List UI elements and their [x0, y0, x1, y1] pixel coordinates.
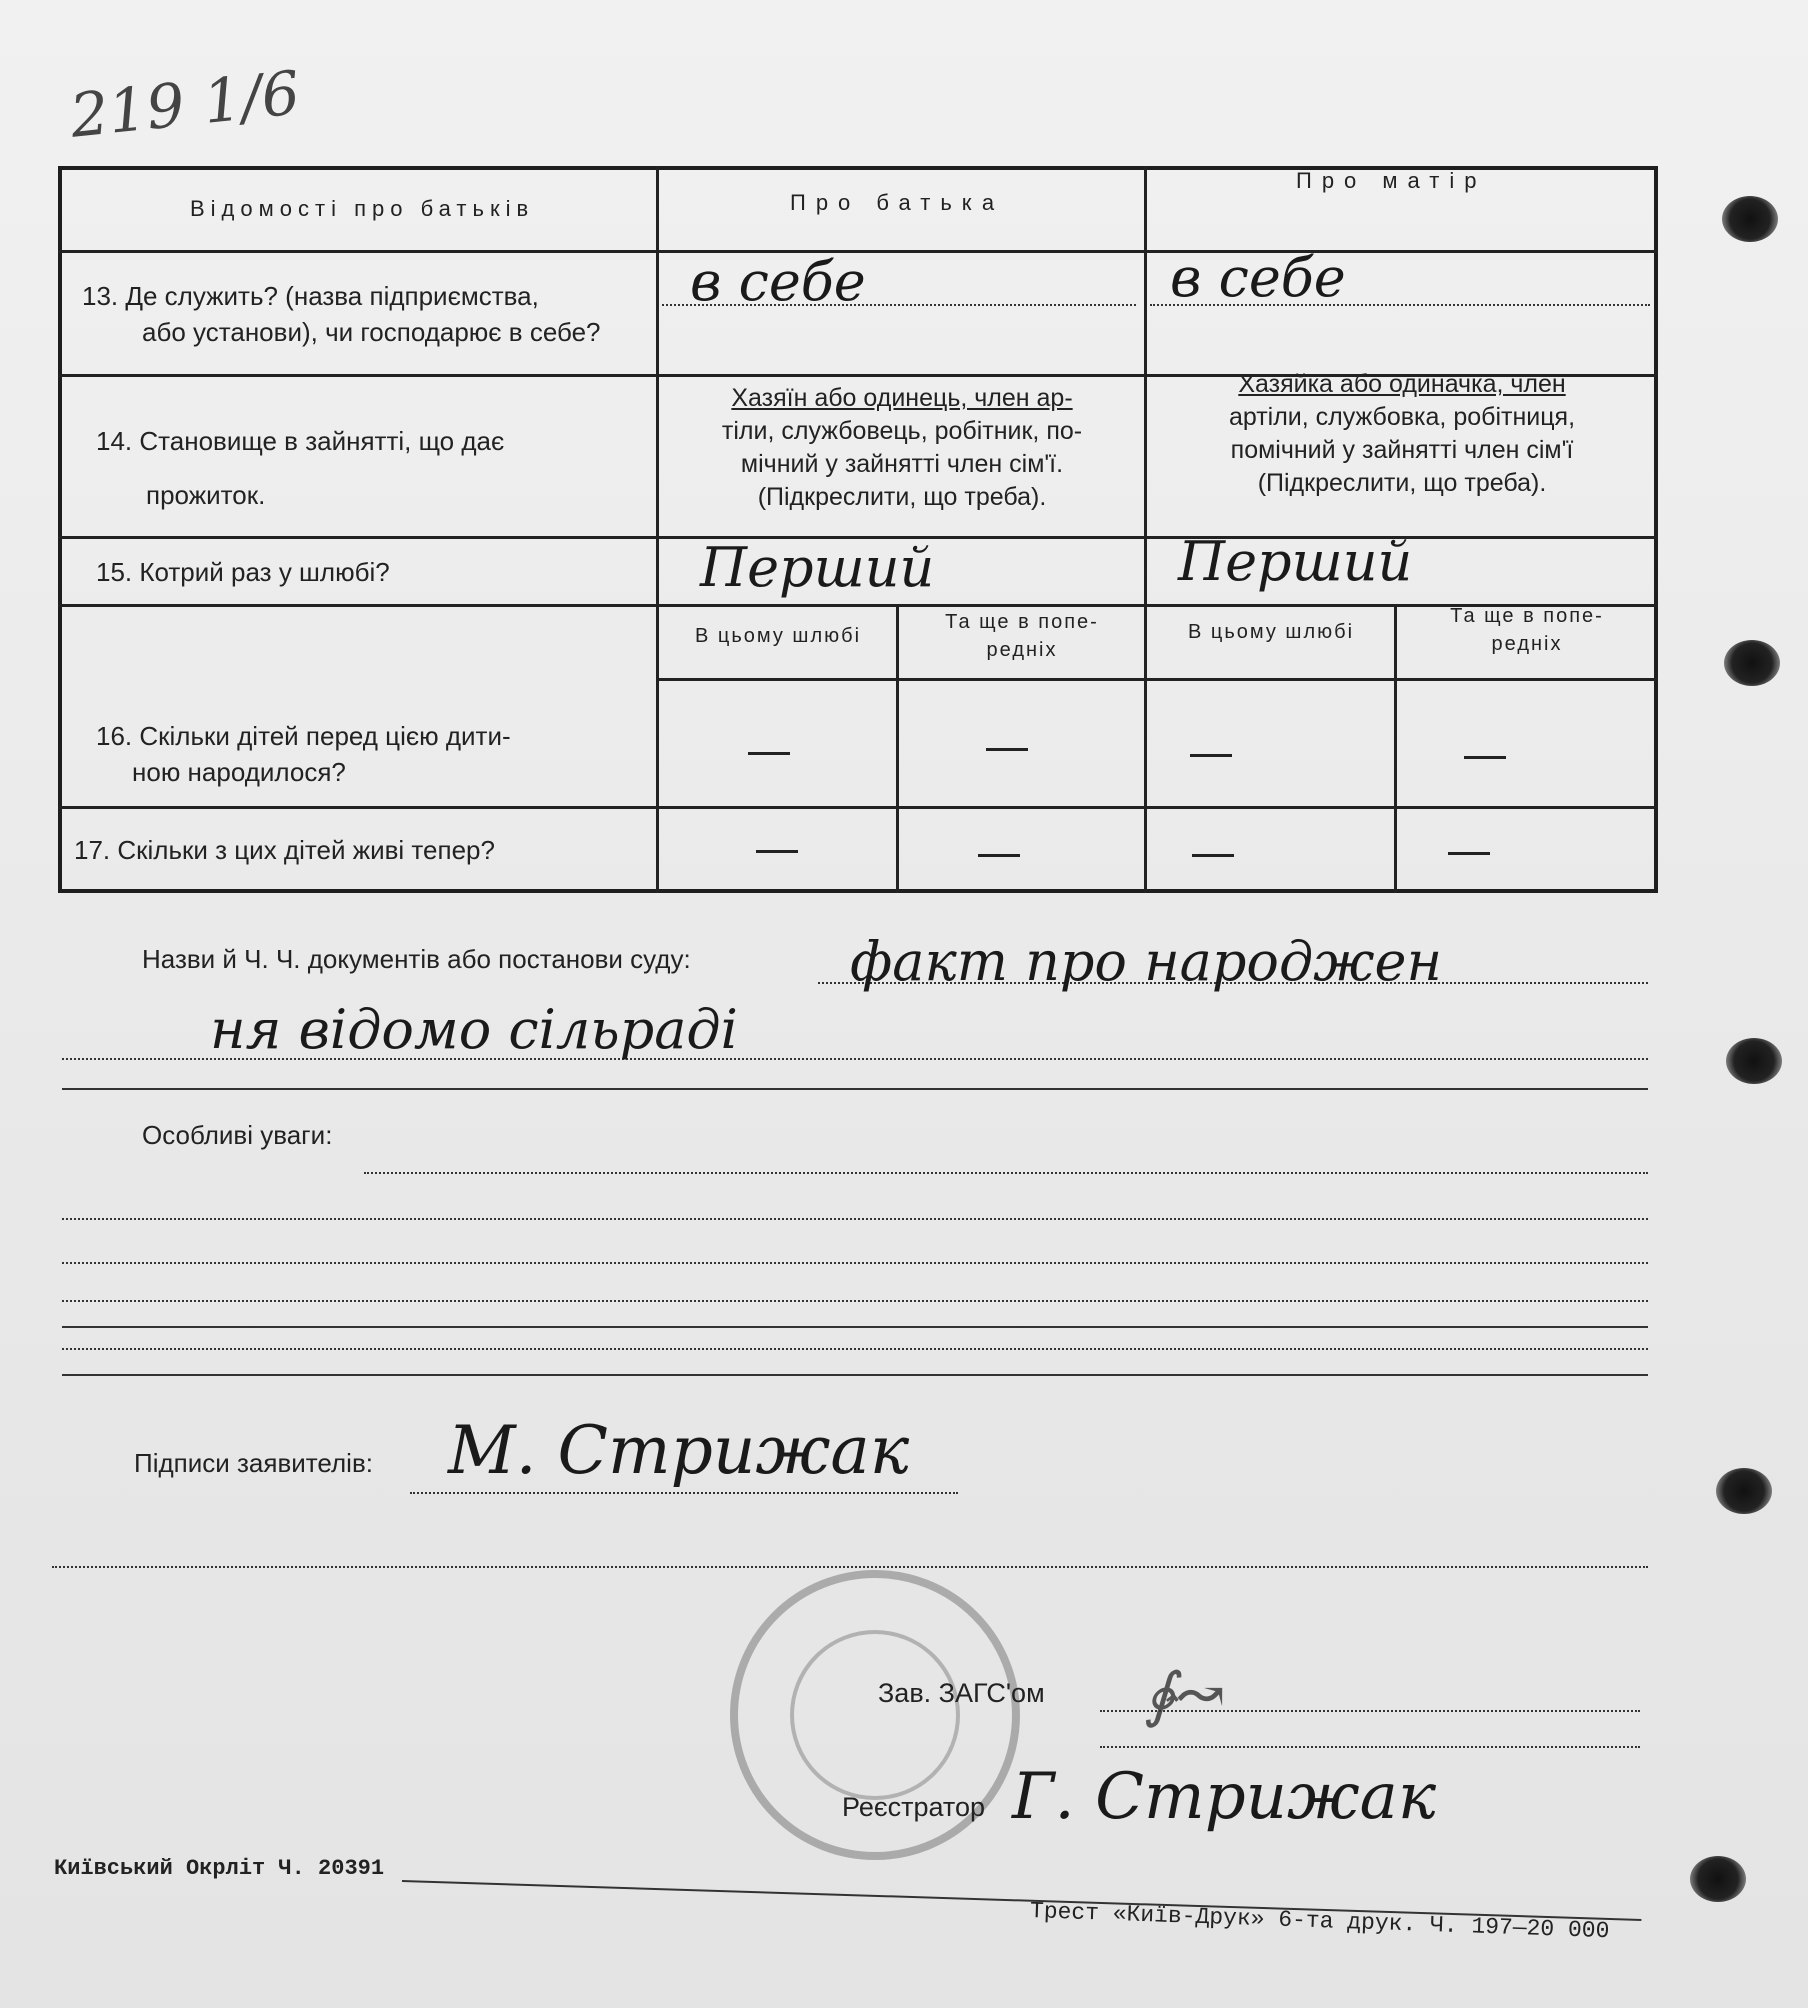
head-registry-label: Зав. ЗАГС'ом: [878, 1678, 1045, 1708]
row13-mother-value: в себе: [1170, 246, 1346, 309]
sub-father-this-marriage: В цьому шлюбі: [694, 625, 862, 647]
row15-father-value: Перший: [700, 536, 935, 599]
row17-father-this-dash: [756, 850, 798, 853]
row16-mother-this-dash: [1190, 754, 1232, 757]
applicant-signature: М. Стрижак: [448, 1412, 910, 1489]
sub-mother-previous: Та ще в попе- редніх: [1450, 605, 1604, 655]
footer-right: Трест «Київ-Друк» 6-та друк. Ч. 197—20 000: [1029, 1898, 1610, 1945]
sub-father-previous: Та ще в попе- редніх: [945, 611, 1099, 661]
row16-mother-prev-dash: [1464, 756, 1506, 759]
row17-label: 17. Скільки з цих дітей живі тепер?: [74, 835, 495, 865]
footer-left: Київський Окрліт Ч. 20391: [54, 1856, 385, 1881]
sub-mother-this-marriage: В цьому шлюбі: [1187, 621, 1355, 643]
row13-label: 13. Де служить? (назва підприємства, або установи), чи господарює в себе?: [82, 281, 601, 347]
header-mother: Про матір: [1296, 168, 1487, 193]
row17-father-prev-dash: [978, 854, 1020, 857]
row14-father-options: Хазяїн або одинець, член ар- тіли, службовець, робітник, по- мічний у зайнятті член сім'ї. (Підкреслити, що треба).: [721, 384, 1083, 511]
row13-father-value: в себе: [690, 250, 866, 313]
row16-label: 16. Скільки дітей перед цією дити- ною народилося?: [96, 721, 511, 787]
row15-mother-value: Перший: [1178, 530, 1413, 593]
head-registry-signature: ∳↝: [1144, 1660, 1226, 1730]
row14-mother-options: Хазяйка або одиначка, член артіли, службовка, робітниця, помічний у зайнятті член сім'ї (Підкреслити, що треба).: [1228, 370, 1576, 497]
row16-father-this-dash: [748, 752, 790, 755]
row17-mother-prev-dash: [1448, 852, 1490, 855]
documents-label: Назви й Ч. Ч. документів або постанови суду:: [142, 944, 691, 974]
header-parents-info: Відомості про батьків: [190, 196, 535, 221]
registrar-label: Реєстратор: [842, 1792, 986, 1822]
corner-note: 219 1/6: [66, 58, 304, 152]
documents-value-2: ня відомо сільраді: [210, 998, 738, 1061]
signatures-label: Підписи заявителів:: [134, 1448, 373, 1478]
row16-father-prev-dash: [986, 748, 1028, 751]
registrar-signature: Г. Стрижак: [1012, 1760, 1437, 1834]
documents-value-1: факт про народжен: [850, 930, 1443, 993]
row17-mother-this-dash: [1192, 854, 1234, 857]
row14-label: 14. Становище в зайнятті, що дає прожиток.: [96, 426, 505, 510]
header-father: Про батька: [790, 190, 1005, 215]
row15-label: 15. Котрий раз у шлюбі?: [96, 557, 390, 587]
remarks-label: Особливі уваги:: [142, 1120, 333, 1150]
